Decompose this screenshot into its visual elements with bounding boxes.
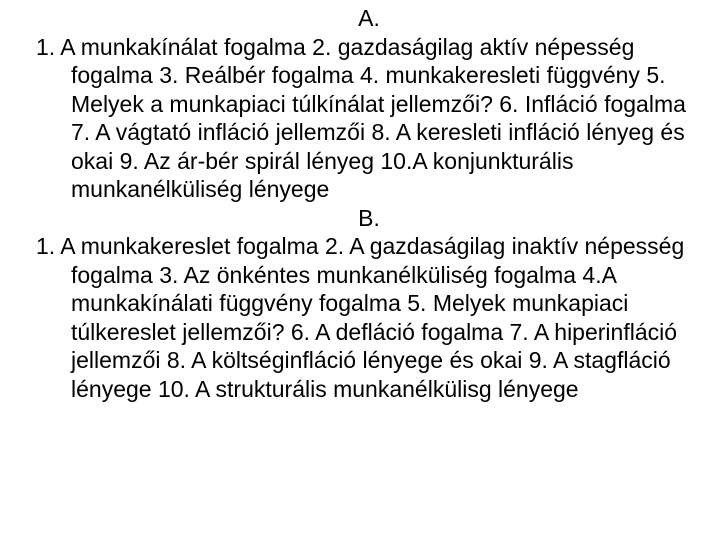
section-b-questions: 1. A munkakereslet fogalma 2. A gazdaságilag inaktív népesség fogalma 3. Az önkéntes munkanélküliség fogalma 4.A munkakínálati függvény fogalma 5. Melyek munkapiaci túlkereslet jellemzői? 6. A defláció fogalma 7. A hiperinfláció jellemzői 8. A költséginfláció lényege és okai 9. A stagfláció lényege 10. A strukturális munkanélkülisg lényege: [36, 233, 685, 402]
section-a-questions: 1. A munkakínálat fogalma 2. gazdaságilag aktív népesség fogalma 3. Reálbér fogalma 4. munkakeresleti függvény 5. Melyek a munkapiaci túlkínálat jellemzői? 6. Infláció fogalma 7. A vágtató infláció jellemzői 8. A keresleti infláció lényeg és okai 9. Az ár-bér spirál lényeg 10.A konjunkturális munkanélküliség lényege: [36, 33, 686, 202]
section-a-heading: A.: [358, 5, 380, 31]
section-b-heading: B.: [358, 204, 380, 231]
